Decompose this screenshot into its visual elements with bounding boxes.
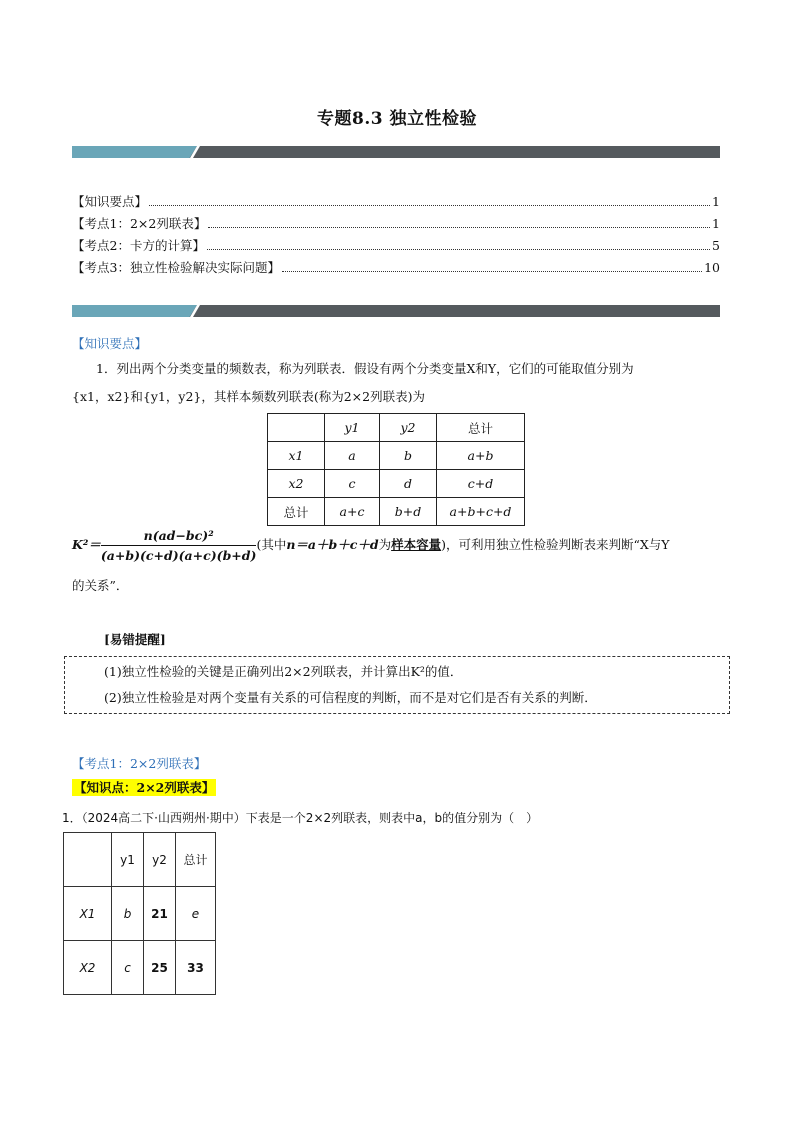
table-cell: x1 [268, 442, 325, 470]
knowledge-point-tag-text: 【知识点：2×2列联表】 [74, 780, 215, 795]
table-cell: b [112, 887, 144, 941]
table-cell: 总计 [268, 498, 325, 526]
formula-denominator: (a+b)(c+d)(a+c)(b+d) [100, 548, 257, 563]
page-title: 专题8.3 独立性检验 [317, 109, 477, 129]
question-text: 1．（2024高二下·山西朔州·期中）下表是一个2×2列联表，则表中a，b的值分别为（ ） [62, 811, 539, 825]
chi-square-formula [72, 528, 732, 563]
table-cell: 25 [144, 941, 176, 995]
toc-item-label: 【考点2：卡方的计算】 [72, 238, 205, 253]
table-cell: a+b+c+d [437, 498, 525, 526]
formula-tail-3: )，可利用独立性检验判断表来判断“X与Y [441, 537, 670, 552]
table-cell: 33 [176, 941, 216, 995]
table-cell: x2 [268, 470, 325, 498]
table-cell: d [380, 470, 437, 498]
formula-sample-size: 样本容量 [391, 537, 442, 552]
toc-item-label: 【考点1：2×2列联表】 [72, 216, 207, 231]
knowledge-paragraph-line1: 1．列出两个分类变量的频数表，称为列联表．假设有两个分类变量X和Y，它们的可能取值分别为 [96, 361, 634, 376]
knowledge-paragraph-line2: {x1，x2}和{y1，y2}，其样本频数列联表(称为2×2列联表)为 [72, 389, 425, 404]
toc-item[interactable] [72, 258, 720, 276]
formula-fraction [101, 528, 257, 563]
table-cell: 21 [144, 887, 176, 941]
table-cell: c+d [437, 470, 525, 498]
formula-numerator: n(ad−bc)² [101, 528, 257, 546]
toc-item[interactable] [72, 214, 720, 232]
table-cell: e [176, 887, 216, 941]
table-cell [268, 414, 325, 442]
formula-tail-2: 为 [378, 537, 392, 552]
section1-heading: 【考点1：2×2列联表】 [72, 756, 207, 771]
contingency-table [267, 413, 525, 526]
table-header-cell: y2 [380, 414, 437, 442]
formula-lhs: K²＝ [72, 537, 101, 552]
table-cell: c [112, 941, 144, 995]
table-cell: c [325, 470, 380, 498]
formula-n: n＝a＋b＋c＋d [286, 537, 379, 552]
warning-item: (2)独立性检验是对两个变量有关系的可信程度的判断，而不是对它们是否有关系的判断． [104, 690, 597, 705]
toc-item-page: 1 [712, 194, 720, 209]
knowledge-point-tag [72, 778, 216, 796]
table-header-cell: y2 [144, 833, 176, 887]
table-header-cell: y1 [112, 833, 144, 887]
table-cell: a+b [437, 442, 525, 470]
formula-tail-1: (其中 [256, 537, 287, 552]
toc-item-page: 1 [712, 216, 720, 231]
table-cell [64, 833, 112, 887]
toc-item[interactable] [72, 236, 720, 254]
table-cell: X2 [64, 941, 112, 995]
toc-item[interactable] [72, 192, 720, 210]
table-header-cell: 总计 [437, 414, 525, 442]
toc-item-page: 5 [712, 238, 720, 253]
warning-item: (1)独立性检验的关键是正确列出2×2列联表，并计算出K²的值． [104, 664, 463, 679]
toc-item-page: 10 [704, 260, 720, 275]
toc-item-label: 【知识要点】 [72, 194, 148, 209]
table-cell: X1 [64, 887, 112, 941]
table-cell: b+d [380, 498, 437, 526]
section-divider-bar [72, 305, 720, 317]
warning-heading: [易错提醒] [104, 632, 166, 647]
formula-line2: 的关系”． [72, 578, 129, 593]
table-cell: b [380, 442, 437, 470]
table-header-cell: 总计 [176, 833, 216, 887]
toc-item-label: 【考点3：独立性检验解决实际问题】 [72, 260, 280, 275]
knowledge-heading: 【知识要点】 [72, 336, 148, 351]
header-divider-bar [72, 146, 720, 158]
table-cell: a [325, 442, 380, 470]
table-header-cell: y1 [325, 414, 380, 442]
question-table [63, 832, 216, 995]
table-cell: a+c [325, 498, 380, 526]
